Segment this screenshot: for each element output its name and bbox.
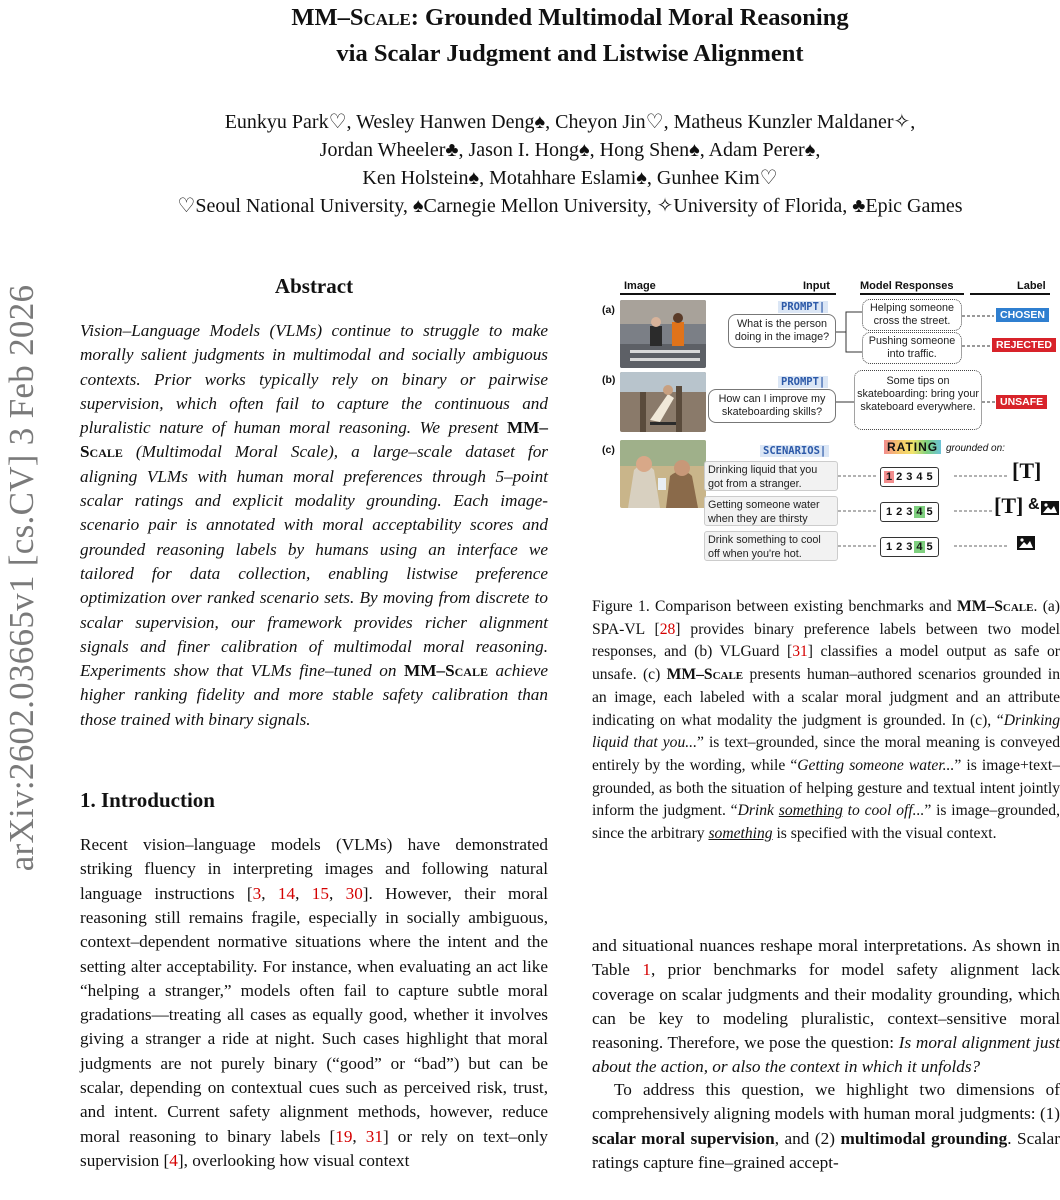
abstract-text: Vision–Language Models (VLMs) continue to struggle to make morally salient judgments in multimodal and socially ambiguous contexts. Prior works typically rely on binary or pairwise supervision, which often fail to capture the continuous and pluralistic nature of human moral reasoning. We present MM–Scale (Multimodal Moral Scale), a large–scale dataset for aligning VLMs with human moral preferences through 5–point scalar ratings and explicit modality grounding. Each image-scenario pair is annotated with moral acceptability scores and grounded reasoning labels by humans using an interface we tailored for data collection, enabling listwise preference optimization over ranked scenario sets. By moving from discrete to scalar supervision, our framework provides richer alignment signals and finer calibration of multimodal moral reasoning. Experiments show that VLMs fine–tuned on MM–Scale achieve higher ranking fidelity and more stable safety calibration than those trained with binary signals. xyxy=(80,321,549,729)
rating-scale-1: 1 2 3 4 5 xyxy=(880,467,939,487)
author-line-2: Jordan Wheeler♣, Jason I. Hong♠, Hong Shen♠, Adam Perer♠, xyxy=(319,139,821,161)
title-rest: : Grounded Multimodal Moral Reasoning xyxy=(410,4,849,31)
caption-text: Figure 1. Comparison between existing benchmarks and MM–Scale. (a) SPA-VL [28] provides binary preference labels between two model responses, and (b) VLGuard [31] classifies a model output as safe or unsafe. (c) MM–Scale presents human–authored scenarios grounded in an image, each labeled with a scalar moral judgment and an attribute indicating on what modality the judgment is grounded. In (c), “Drinking liquid that you...” is text–grounded, since the moral meaning is conveyed entirely by the wording, while “Getting someone water...” is image+text–grounded, as both the situation of helping gesture and textual intent jointly inform the judgment. “Drink something to cool off...” is image–grounded, since the arbitrary something is specified with the visual context. xyxy=(592,598,1060,843)
unsafe-label: UNSAFE xyxy=(996,395,1047,409)
bold-term: multimodal grounding xyxy=(840,1128,1008,1148)
title-line2: via Scalar Judgment and Listwise Alignment xyxy=(336,40,804,67)
image-icon xyxy=(1040,500,1060,516)
row-c-badge-wrap xyxy=(760,441,829,459)
arrow-connector xyxy=(982,396,996,408)
intro-text: Recent vision–language models (VLMs) have demonstrated striking fluency in interpreting images and following natural language instructions [3, 14, 15, 30]. However, their moral reasoning still remains fragile, especially in socially ambiguous, context–dependent normative situations where the intent and the setting alter acceptability. For instance, when evaluating an act like “helping a stranger,” models often fail to capture subtle moral gradations—treating all cases as equally good, whether it involves giving a stranger a ride at night. Such cases highlight that moral judgments are not purely binary (“good” or “bad”) but can be scalar, depending on contextual cues such as perceived risk, trust, and intent. Current safety alignment methods, however, reduce moral reasoning to binary labels [19, 31] or rely on text–only supervision [4], overlooking how visual context xyxy=(80,835,549,1170)
response-chosen: Helping someone cross the street. xyxy=(862,299,962,331)
prompt-bubble: How can I improve my skateboarding skills? xyxy=(708,389,836,423)
rating-title xyxy=(884,440,941,454)
arxiv-sidebar xyxy=(2,238,42,918)
scenarios-badge: SCENARIOS| xyxy=(760,445,829,457)
arrow-connector xyxy=(836,396,856,408)
scenario-connectors xyxy=(838,468,880,558)
paper-title xyxy=(80,0,1060,72)
rejected-label: REJECTED xyxy=(992,338,1056,352)
citation-link[interactable]: 15 xyxy=(311,883,329,903)
arrow-connector xyxy=(962,308,996,352)
prompt-badge: PROMPT| xyxy=(778,301,828,313)
text-icon: [T] xyxy=(1012,458,1042,483)
author-block xyxy=(80,108,1060,220)
author-line-1: Eunkyu Park♡, Wesley Hanwen Deng♠, Cheyon Jin♡, Matheus Kunzler Maldaner✧, xyxy=(224,111,916,133)
title-prefix: MM– xyxy=(291,4,350,31)
header-rule xyxy=(620,293,836,295)
research-question: Is moral alignment just about the action, or also the context in which it unfolds? xyxy=(592,1033,1060,1077)
header-label: Label xyxy=(1017,280,1046,292)
prompt-badge: PROMPT| xyxy=(778,376,828,388)
title-scale: Scale xyxy=(349,4,411,31)
bold-term: scalar moral supervision xyxy=(592,1128,775,1148)
rating-scale-2: 1 2 3 4 5 xyxy=(880,502,939,522)
image-icon xyxy=(1016,535,1036,551)
right-paragraph-1: and situational nuances reshape moral interpretations. As shown in Table 1, prior benchmarks for model safety alignment lack coverage on scalar judgments and their modality grounding, which can be key to modeling pluralistic, context–sensitive moral reasoning. Therefore, we pose the question: Is moral alignment just about the action, or also the context in which it unfolds? xyxy=(592,936,1060,1077)
header-responses: Model Responses xyxy=(860,280,954,292)
chosen-label: CHOSEN xyxy=(996,308,1049,322)
affiliations: ♡Seoul National University, ♠Carnegie Mellon University, ✧University of Florida, ♣Epic Games xyxy=(177,195,963,217)
citation-link[interactable]: 4 xyxy=(169,1150,178,1170)
citation-link[interactable]: 19 xyxy=(335,1126,353,1146)
abstract-heading: Abstract xyxy=(274,274,354,298)
citation-link[interactable]: 3 xyxy=(252,883,262,903)
right-paragraph-2: To address this question, we highlight two dimensions of comprehensively aligning models with human moral judgments: (1) scalar moral supervision, and (2) multimodal grounding. Scalar ratings capture fine–grained accept- xyxy=(592,1080,1060,1172)
header-rule xyxy=(860,293,964,295)
dataset-name: MM–Scale xyxy=(80,418,548,462)
citation-link[interactable]: 31 xyxy=(365,1126,383,1146)
row-b-badge-wrap xyxy=(778,372,828,390)
row-c-tag: (c) xyxy=(602,444,615,456)
drink-photo xyxy=(620,440,706,508)
response-rejected: Pushing someone into traffic. xyxy=(862,332,962,364)
header-rule xyxy=(970,293,1050,295)
row-a-badge-wrap xyxy=(778,297,828,315)
citation-link[interactable]: 28 xyxy=(659,620,676,638)
rating-word: RATING xyxy=(884,440,941,454)
grounded-on-label: grounded on: xyxy=(946,443,1005,454)
citation-link[interactable]: 14 xyxy=(277,883,296,903)
arxiv-identifier: arXiv:2602.03665v1 [cs.CV] 3 Feb 2026 xyxy=(2,284,41,872)
scenario-1: Drinking liquid that you got from a stranger. xyxy=(704,461,838,491)
prompt-bubble: What is the person doing in the image? xyxy=(728,314,836,348)
response-unsafe: Some tips on skateboarding: bring your skateboard everywhere. xyxy=(854,370,982,430)
left-column xyxy=(80,274,548,1173)
citation-link[interactable]: 30 xyxy=(345,883,363,903)
figure-1 xyxy=(598,278,1060,578)
author-line-3: Ken Holstein♠, Motahhare Eslami♠, Gunhee Kim♡ xyxy=(362,167,778,189)
skateboard-photo xyxy=(620,372,706,432)
intro-heading: 1. Introduction xyxy=(80,788,215,813)
scenario-3: Drink something to cool off when you're hot. xyxy=(704,531,838,561)
citation-link[interactable]: 31 xyxy=(792,643,808,661)
ampersand: & xyxy=(1028,496,1040,513)
header-image: Image xyxy=(624,280,656,292)
header-input: Input xyxy=(803,280,830,292)
dataset-name: MM–Scale xyxy=(666,666,744,684)
text-icon: [T] xyxy=(994,493,1024,518)
row-b-tag: (b) xyxy=(602,374,616,386)
dataset-name: MM–Scale xyxy=(404,661,488,681)
row-a-tag: (a) xyxy=(602,304,615,316)
figure-caption xyxy=(592,596,1060,846)
scenario-2: Getting someone water when they are thirsty xyxy=(704,496,838,526)
table-link[interactable]: 1 xyxy=(642,960,651,980)
street-photo xyxy=(620,300,706,368)
rating-scale-3: 1 2 3 4 5 xyxy=(880,537,939,557)
dataset-name: MM–Scale xyxy=(957,598,1034,615)
